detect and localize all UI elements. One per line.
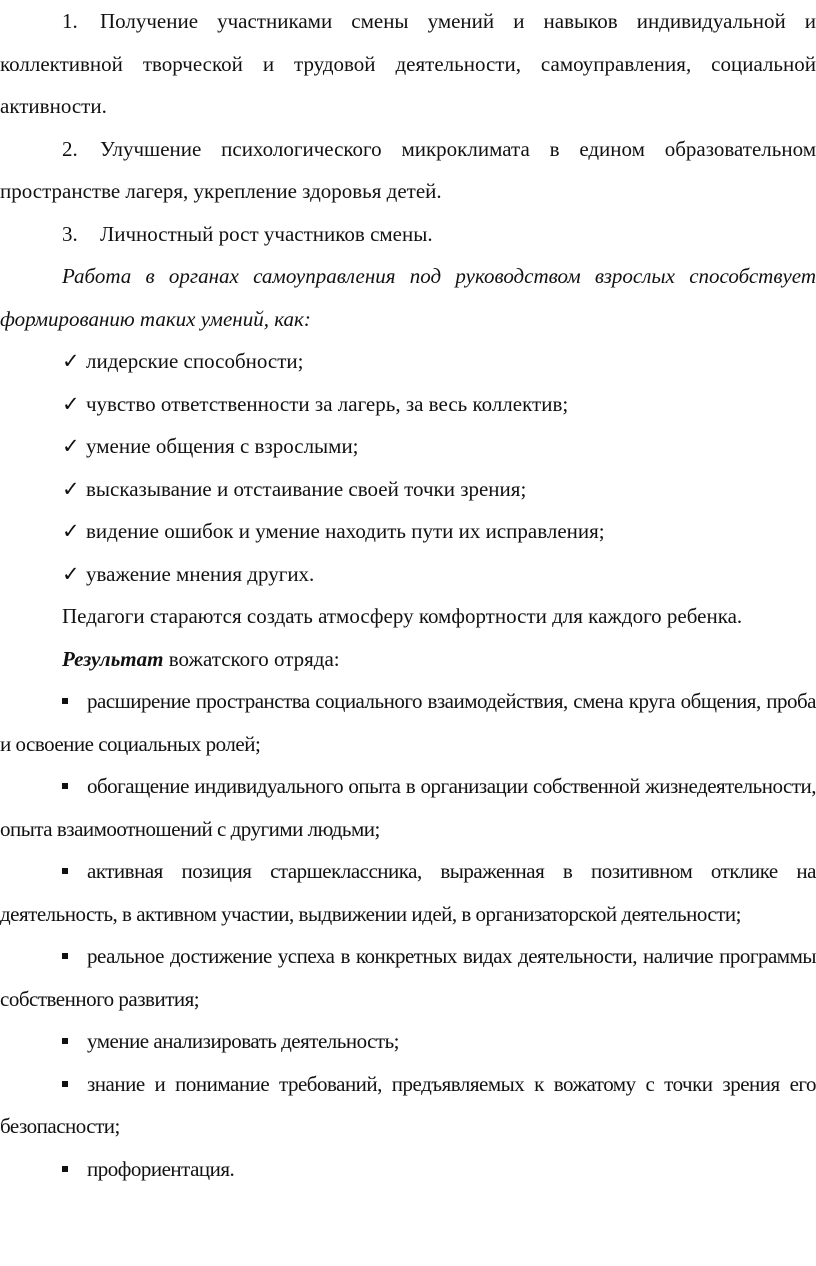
checkmark-icon: ✓ (62, 349, 80, 373)
item-text: Улучшение психологического микроклимата в едином образовательном пространстве лагеря, укрепление здоровья детей. (0, 136, 816, 203)
item-number: 3. (62, 221, 78, 246)
check-list-item (0, 340, 816, 383)
bullet-list-item (0, 1148, 816, 1191)
numbered-item-1 (0, 0, 816, 128)
check-item-text: высказывание и отстаивание своей точки зрения; (86, 476, 527, 501)
check-item-text: умение общения с взрослыми; (86, 434, 359, 458)
check-list-item (0, 383, 816, 426)
bullet-list-item (0, 935, 816, 1020)
bullet-item-text: обогащение индивидуального опыта в организации собственной жизнедеятельности, опыта взаимоотношений с другими людьми; (0, 774, 816, 841)
square-bullet-icon (62, 765, 87, 808)
checkmark-icon: ✓ (62, 561, 80, 586)
bullet-item-text: реальное достижение успеха в конкретных видах деятельности, наличие программы собственного развития; (0, 944, 816, 1011)
square-bullet-icon (62, 680, 87, 723)
checkmark-icon: ✓ (62, 519, 80, 543)
checkmark-icon: ✓ (62, 391, 80, 416)
bullet-item-text: расширение пространства социального взаимодействия, смена круга общения, проба и освоение социальных ролей; (0, 689, 816, 756)
bullet-list-item (0, 1020, 816, 1063)
bullet-item-text: умение анализировать деятельность; (87, 1029, 400, 1053)
bullet-list-item (0, 1063, 816, 1148)
item-text: Получение участниками смены умений и навыков индивидуальной и коллективной творческой и трудовой деятельности, самоуправления, социальной активности. (0, 9, 816, 118)
check-list-item (0, 510, 816, 553)
check-list-item (0, 553, 816, 596)
check-list-item (0, 468, 816, 511)
result-heading-rest: вожатского отряда: (163, 646, 340, 671)
result-heading (0, 638, 816, 681)
check-list-item (0, 425, 816, 468)
square-bullet-icon (62, 1020, 87, 1063)
item-number: 1. (62, 9, 78, 33)
numbered-item-3 (0, 213, 816, 256)
square-bullet-icon (62, 1063, 87, 1106)
bullet-list-item (0, 850, 816, 935)
result-heading-bold: Результат (62, 646, 164, 671)
teachers-paragraph: Педагоги стараются создать атмосферу комфортности для каждого ребенка. (62, 604, 743, 628)
bullet-list-item (0, 765, 816, 850)
checkmark-icon: ✓ (62, 434, 80, 458)
intro-paragraph: Работа в органах самоуправления под руководством взрослых способствует формированию таких умений, как: (0, 264, 816, 331)
bullet-item-text: знание и понимание требований, предъявляемых к вожатому с точки зрения его безопасности; (0, 1071, 816, 1138)
check-item-text: чувство ответственности за лагерь, за весь коллектив; (86, 391, 569, 416)
bullet-item-text: активная позиция старшеклассника, выраженная в позитивном отклике на деятельность, в активном участии, выдвижении идей, в организаторской деятельности; (0, 859, 816, 926)
square-bullet-icon (62, 935, 87, 978)
check-item-text: лидерские способности; (86, 349, 304, 373)
square-bullet-icon (62, 850, 87, 893)
check-item-text: видение ошибок и умение находить пути их исправления; (86, 519, 605, 543)
checkmark-icon: ✓ (62, 476, 80, 501)
bullet-list-item (0, 680, 816, 765)
numbered-item-2 (0, 128, 816, 213)
item-text: Личностный рост участников смены. (100, 221, 433, 246)
square-bullet-icon (62, 1148, 87, 1191)
item-number: 2. (62, 136, 78, 161)
bullet-item-text: профориентация. (87, 1156, 235, 1181)
check-item-text: уважение мнения других. (86, 561, 315, 586)
